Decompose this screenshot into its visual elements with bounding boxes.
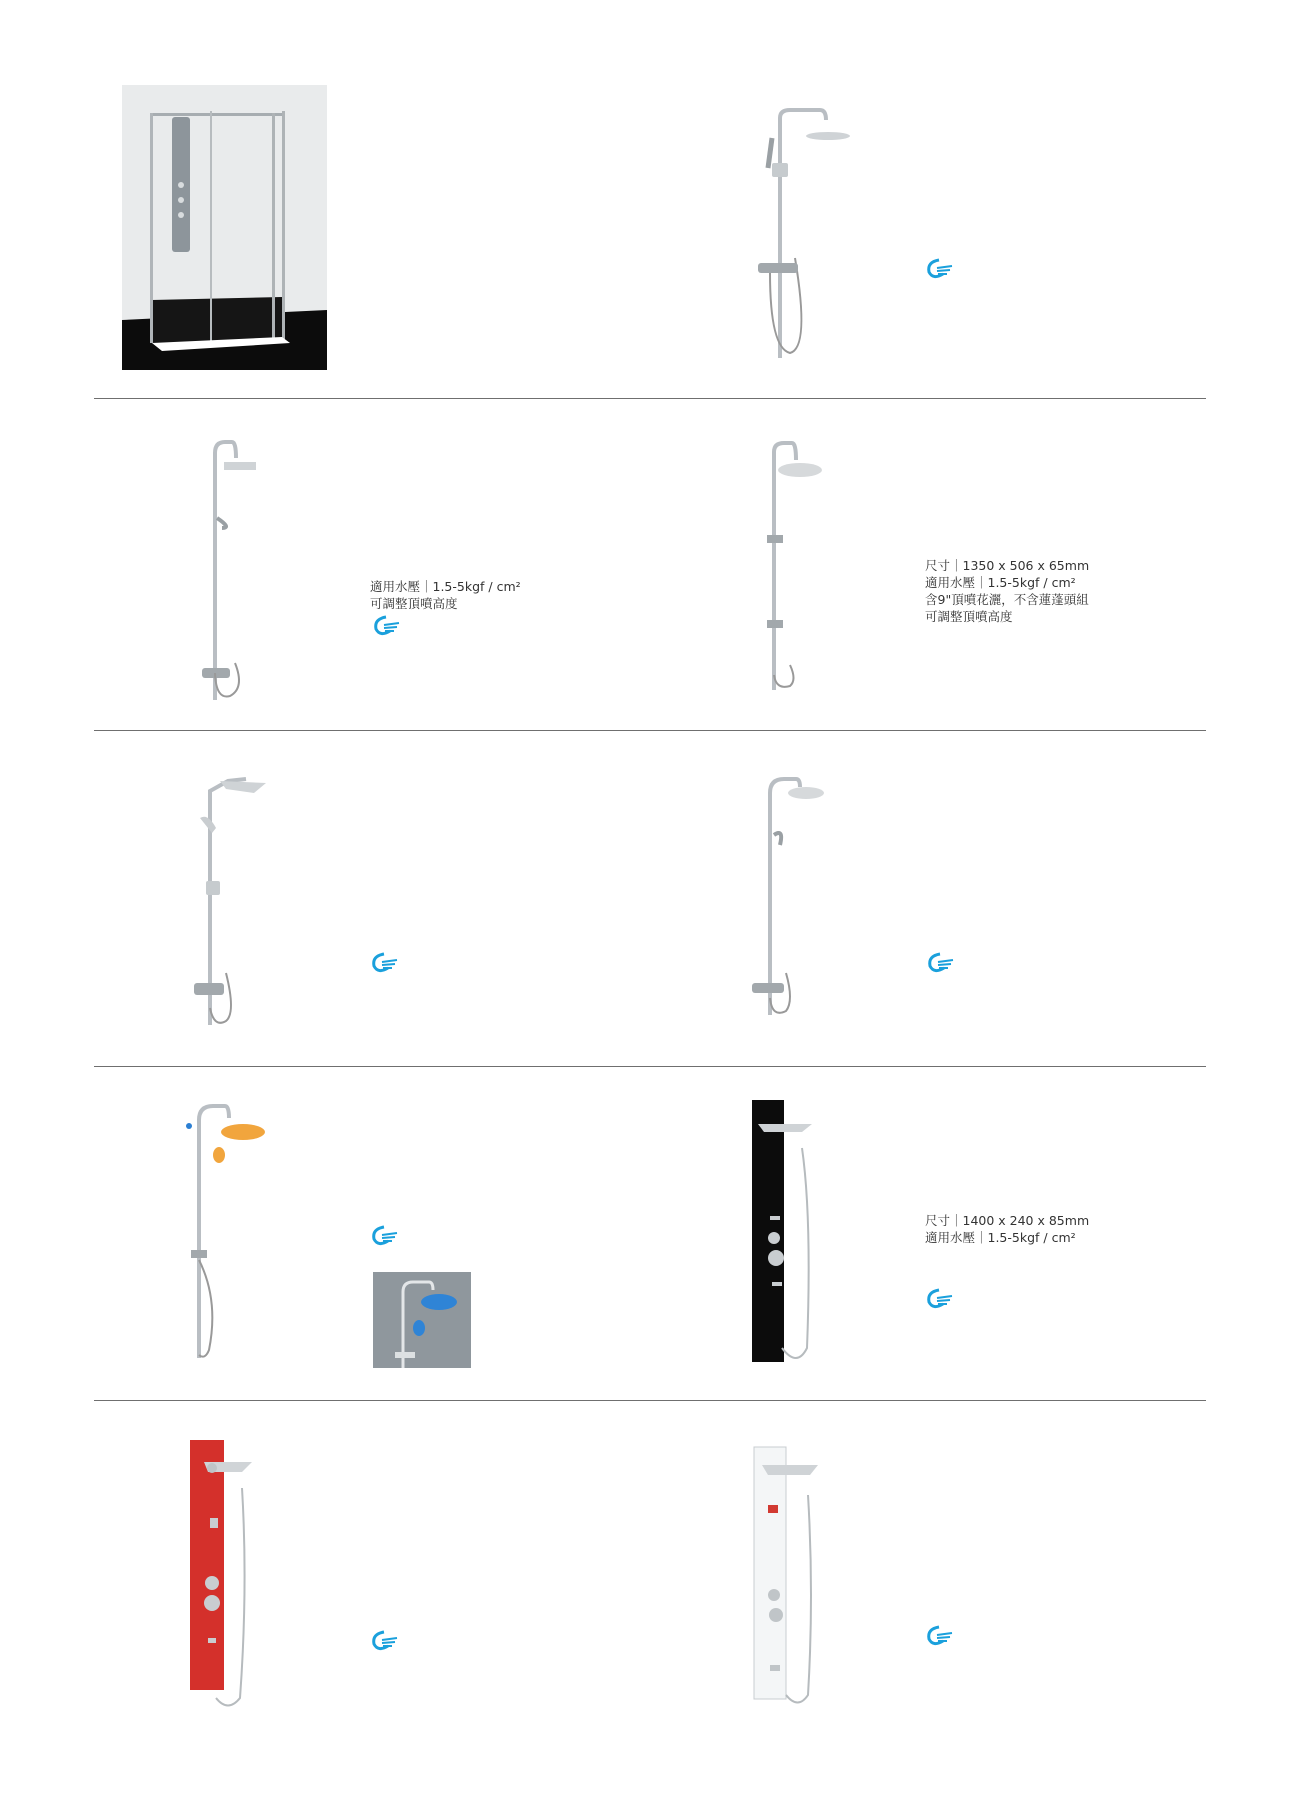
section-divider xyxy=(94,1066,1206,1067)
brand-swirl-icon xyxy=(370,952,398,974)
section-divider xyxy=(94,730,1206,731)
spec-line: 含9"頂噴花灑，不含蓮蓬頭組 xyxy=(925,592,1089,607)
spec-line: 適用水壓｜1.5-5kgf / cm² xyxy=(925,575,1076,590)
spec-line: 尺寸｜1350 x 506 x 65mm xyxy=(925,558,1090,573)
section-divider xyxy=(94,1400,1206,1401)
shower-column-photo xyxy=(762,440,832,692)
shower-column-photo xyxy=(185,1100,275,1360)
brand-swirl-icon xyxy=(372,615,400,637)
shower-enclosure-photo xyxy=(122,85,327,370)
shower-panel-white-photo xyxy=(752,1445,824,1710)
product-specs xyxy=(925,1212,1089,1246)
shower-column-photo xyxy=(188,773,268,1028)
shower-column-photo xyxy=(190,438,270,703)
product-specs xyxy=(925,557,1089,625)
product-specs xyxy=(370,578,521,612)
color-variant-photo xyxy=(373,1272,471,1368)
spec-line: 尺寸｜1400 x 240 x 85mm xyxy=(925,1213,1090,1228)
brand-swirl-icon xyxy=(926,952,954,974)
shower-panel-black-photo xyxy=(752,1098,814,1368)
brand-swirl-icon xyxy=(925,1625,953,1647)
shower-column-photo xyxy=(738,773,828,1018)
shower-panel-red-photo xyxy=(188,1438,258,1713)
spec-line: 可調整頂噴高度 xyxy=(370,596,458,611)
spec-line: 適用水壓｜1.5-5kgf / cm² xyxy=(925,1230,1076,1245)
brand-swirl-icon xyxy=(925,1288,953,1310)
brand-swirl-icon xyxy=(925,258,953,280)
section-divider xyxy=(94,398,1206,399)
spec-line: 可調整頂噴高度 xyxy=(925,609,1013,624)
shower-column-photo xyxy=(750,108,860,360)
brand-swirl-icon xyxy=(370,1630,398,1652)
spec-line: 適用水壓｜1.5-5kgf / cm² xyxy=(370,579,521,594)
brand-swirl-icon xyxy=(370,1225,398,1247)
